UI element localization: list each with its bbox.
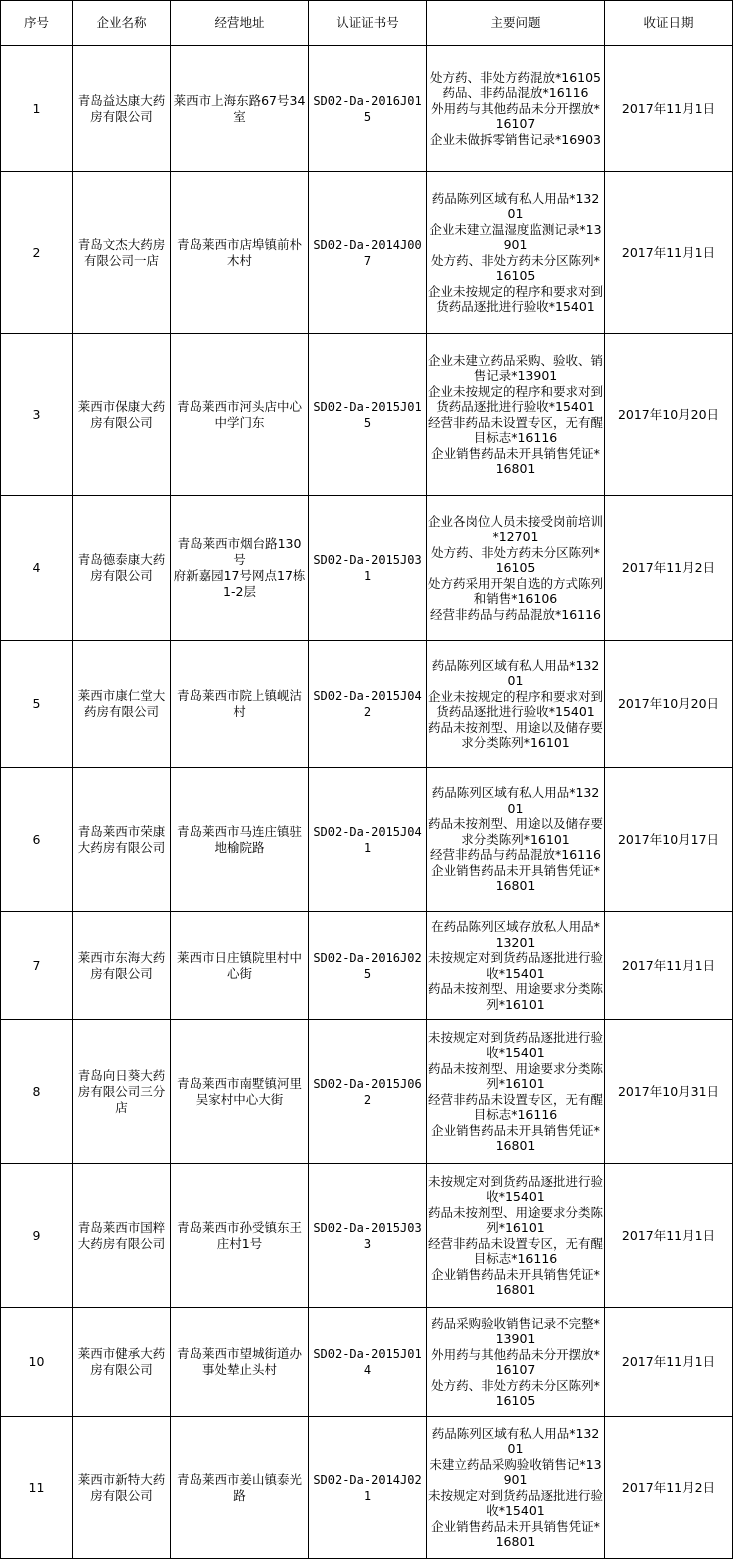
cell-date: 2017年10月17日 — [605, 768, 733, 912]
issue-line: 企业销售药品未开具销售凭证*16801 — [431, 1266, 600, 1297]
issue-line: 药品陈列区域有私人用品*13201 — [431, 657, 600, 688]
issue-line: 药品未按剂型、用途以及储存要求分类陈列*16101 — [428, 719, 604, 750]
issue-line: 未按规定对到货药品逐批进行验收*15401 — [428, 1487, 604, 1518]
cell-cert-no: SD02-Da-2016J025 — [309, 912, 427, 1020]
cell-date: 2017年11月1日 — [605, 1308, 733, 1417]
issue-line: 外用药与其他药品未分开摆放*16107 — [431, 1346, 600, 1377]
cell-no: 4 — [1, 496, 73, 641]
header-company-name: 企业名称 — [73, 1, 171, 46]
cell-no: 11 — [1, 1417, 73, 1559]
cell-address: 青岛莱西市南墅镇河里吴家村中心大街 — [171, 1020, 309, 1164]
issue-line: 经营非药品未设置专区，无有醒目标志*16116 — [428, 1235, 604, 1266]
cell-date: 2017年10月31日 — [605, 1020, 733, 1164]
cell-issues — [427, 768, 605, 912]
cell-company-name: 青岛莱西市荣康大药房有限公司 — [73, 768, 171, 912]
cell-no: 6 — [1, 768, 73, 912]
cell-cert-no: SD02-Da-2014J007 — [309, 172, 427, 334]
cell-address: 青岛莱西市院上镇岘沽村 — [171, 641, 309, 768]
issue-line: 在药品陈列区域存放私人用品*13201 — [431, 919, 600, 950]
issue-line: 企业销售药品未开具销售凭证*16801 — [431, 1518, 600, 1549]
header-main-issues: 主要问题 — [427, 1, 605, 46]
cell-issues — [427, 172, 605, 334]
cell-cert-no: SD02-Da-2015J062 — [309, 1020, 427, 1164]
cell-cert-no: SD02-Da-2015J014 — [309, 1308, 427, 1417]
table-row — [1, 641, 733, 768]
table-row — [1, 1020, 733, 1164]
cell-date: 2017年11月2日 — [605, 1417, 733, 1559]
header-row — [1, 1, 733, 46]
issue-line: 企业销售药品未开具销售凭证*16801 — [431, 445, 600, 476]
table-row — [1, 1164, 733, 1308]
cell-date: 2017年11月1日 — [605, 46, 733, 172]
issue-line: 企业各岗位人员未接受岗前培训*12701 — [428, 513, 604, 545]
issue-line: 处方药、非处方药未分区陈列*16105 — [431, 544, 600, 576]
cell-issues — [427, 1417, 605, 1559]
issue-line: 经营非药品未设置专区，无有醒目标志*16116 — [428, 414, 604, 445]
issue-line: 企业未按规定的程序和要求对到货药品逐批进行验收*15401 — [428, 383, 604, 414]
cell-address: 莱西市上海东路67号34室 — [171, 46, 309, 172]
cell-company-name: 莱西市健承大药房有限公司 — [73, 1308, 171, 1417]
issue-line: 企业销售药品未开具销售凭证*16801 — [431, 1122, 600, 1153]
cell-no: 10 — [1, 1308, 73, 1417]
cell-company-name: 青岛莱西市国粹大药房有限公司 — [73, 1164, 171, 1308]
header-address: 经营地址 — [171, 1, 309, 46]
address-line: 府新嘉园17号网点17栋1-2层 — [173, 568, 306, 599]
cell-issues — [427, 334, 605, 496]
issue-line: 药品陈列区域有私人用品*13201 — [431, 785, 600, 816]
cell-issues — [427, 1164, 605, 1308]
issue-line: 药品、非药品混放*16116 — [442, 85, 589, 101]
issue-line: 药品采购验收销售记录不完整*13901 — [431, 1315, 600, 1346]
issue-line: 处方药、非处方药混放*16105 — [429, 69, 601, 85]
cell-no: 9 — [1, 1164, 73, 1308]
cell-company-name: 莱西市康仁堂大药房有限公司 — [73, 641, 171, 768]
table-row — [1, 334, 733, 496]
cell-address: 青岛莱西市孙受镇东王庄村1号 — [171, 1164, 309, 1308]
cell-issues — [427, 496, 605, 641]
issue-line: 药品未按剂型、用途要求分类陈列*16101 — [428, 981, 604, 1012]
cell-date: 2017年11月1日 — [605, 172, 733, 334]
cell-company-name: 青岛德泰康大药房有限公司 — [73, 496, 171, 641]
issue-line: 药品陈列区域有私人用品*13201 — [431, 190, 600, 221]
issue-line: 未按规定对到货药品逐批进行验收*15401 — [428, 1173, 604, 1204]
cell-no: 7 — [1, 912, 73, 1020]
issue-line: 经营非药品与药品混放*16116 — [429, 606, 601, 622]
issue-line: 药品未按剂型、用途要求分类陈列*16101 — [428, 1204, 604, 1235]
table-row — [1, 172, 733, 334]
table-row — [1, 768, 733, 912]
cell-company-name: 青岛益达康大药房有限公司 — [73, 46, 171, 172]
issue-line: 企业未按规定的程序和要求对到货药品逐批进行验收*15401 — [428, 283, 604, 314]
cell-issues — [427, 46, 605, 172]
issue-line: 药品陈列区域有私人用品*13201 — [431, 1425, 600, 1456]
cell-cert-no: SD02-Da-2016J015 — [309, 46, 427, 172]
cell-company-name: 莱西市保康大药房有限公司 — [73, 334, 171, 496]
cell-address: 青岛莱西市店埠镇前朴木村 — [171, 172, 309, 334]
cell-cert-no: SD02-Da-2015J033 — [309, 1164, 427, 1308]
cell-no: 2 — [1, 172, 73, 334]
cell-cert-no: SD02-Da-2014J021 — [309, 1417, 427, 1559]
cell-issues — [427, 912, 605, 1020]
cell-no: 5 — [1, 641, 73, 768]
cell-address: 莱西市日庄镇院里村中心街 — [171, 912, 309, 1020]
cell-date: 2017年11月1日 — [605, 912, 733, 1020]
cell-company-name: 莱西市新特大药房有限公司 — [73, 1417, 171, 1559]
issue-line: 处方药、非处方药未分区陈列*16105 — [431, 1377, 600, 1408]
table-row — [1, 46, 733, 172]
cell-address: 青岛莱西市姜山镇泰光路 — [171, 1417, 309, 1559]
table-row — [1, 912, 733, 1020]
table-row — [1, 496, 733, 641]
issue-line: 药品未按剂型、用途以及储存要求分类陈列*16101 — [428, 816, 604, 847]
issue-line: 未按规定对到货药品逐批进行验收*15401 — [428, 1029, 604, 1060]
issue-line: 企业未建立药品采购、验收、销售记录*13901 — [428, 352, 604, 383]
issue-line: 企业销售药品未开具销售凭证*16801 — [431, 862, 600, 894]
address-line: 青岛莱西市烟台路130号 — [177, 536, 302, 567]
cell-company-name: 青岛文杰大药房有限公司一店 — [73, 172, 171, 334]
cell-address: 青岛莱西市河头店中心中学门东 — [171, 334, 309, 496]
issue-line: 企业未建立温湿度监测记录*13901 — [429, 221, 602, 252]
issue-line: 药品未按剂型、用途要求分类陈列*16101 — [428, 1060, 604, 1091]
issue-line: 未建立药品采购验收销售记*13901 — [429, 1456, 602, 1487]
cell-company-name: 青岛向日葵大药房有限公司三分店 — [73, 1020, 171, 1164]
cell-date: 2017年11月2日 — [605, 496, 733, 641]
cell-cert-no: SD02-Da-2015J031 — [309, 496, 427, 641]
cell-address: 青岛莱西市望城街道办事处辇止头村 — [171, 1308, 309, 1417]
issue-line: 企业未做拆零销售记录*16903 — [429, 131, 601, 147]
cell-no: 8 — [1, 1020, 73, 1164]
cell-date: 2017年10月20日 — [605, 334, 733, 496]
issue-line: 处方药采用开架自选的方式陈列和销售*16106 — [428, 575, 604, 607]
cell-issues — [427, 641, 605, 768]
table-row — [1, 1308, 733, 1417]
cell-address — [171, 496, 309, 641]
cell-cert-no: SD02-Da-2015J041 — [309, 768, 427, 912]
cell-company-name: 莱西市东海大药房有限公司 — [73, 912, 171, 1020]
header-no: 序号 — [1, 1, 73, 46]
cell-issues — [427, 1308, 605, 1417]
cell-address: 青岛莱西市马连庄镇驻地榆院路 — [171, 768, 309, 912]
cell-date: 2017年10月20日 — [605, 641, 733, 768]
header-date: 收证日期 — [605, 1, 733, 46]
cell-issues — [427, 1020, 605, 1164]
issue-line: 处方药、非处方药未分区陈列*16105 — [431, 252, 600, 283]
table-row — [1, 1417, 733, 1559]
issue-line: 外用药与其他药品未分开摆放*16107 — [431, 100, 600, 132]
header-cert-no: 认证证书号 — [309, 1, 427, 46]
cell-cert-no: SD02-Da-2015J042 — [309, 641, 427, 768]
cell-no: 3 — [1, 334, 73, 496]
issue-line: 未按规定对到货药品逐批进行验收*15401 — [428, 950, 604, 981]
cell-no: 1 — [1, 46, 73, 172]
cell-date: 2017年11月1日 — [605, 1164, 733, 1308]
cell-cert-no: SD02-Da-2015J015 — [309, 334, 427, 496]
issue-line: 经营非药品与药品混放*16116 — [429, 847, 601, 863]
issue-line: 企业未按规定的程序和要求对到货药品逐批进行验收*15401 — [428, 688, 604, 719]
issue-line: 经营非药品未设置专区，无有醒目标志*16116 — [428, 1091, 604, 1122]
